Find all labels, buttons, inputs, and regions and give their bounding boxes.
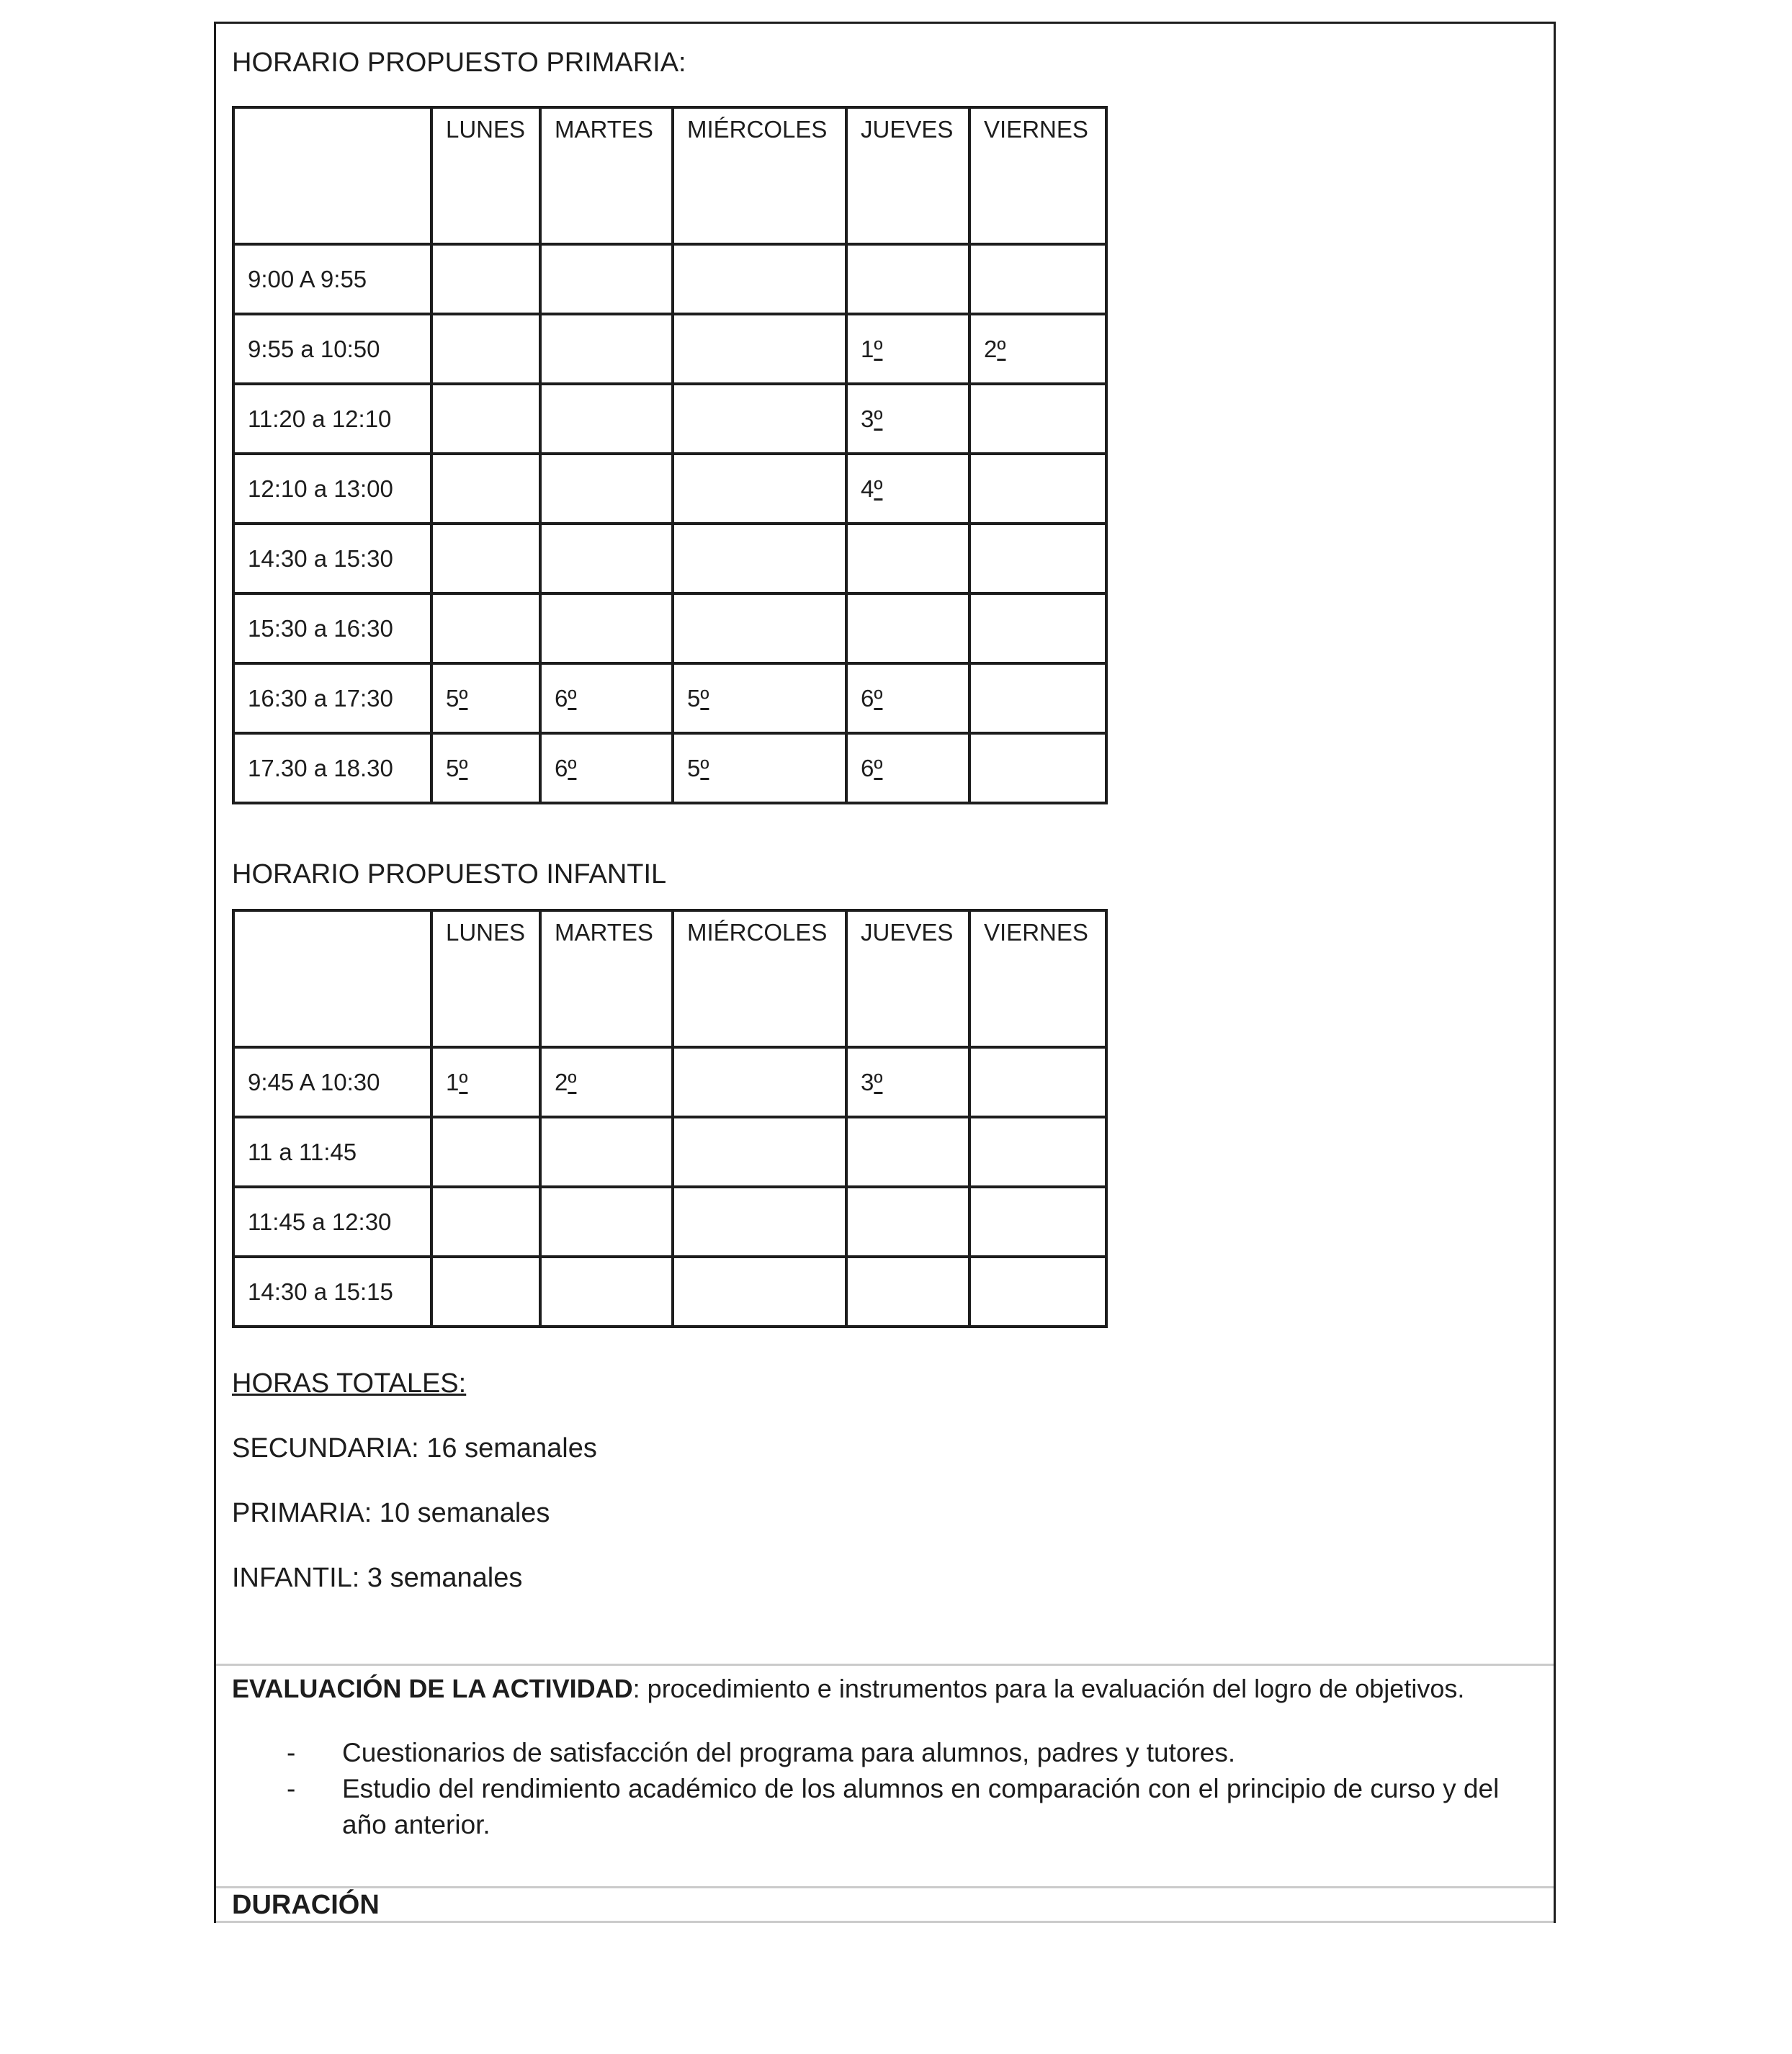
grade-cell bbox=[969, 384, 1106, 454]
grade-cell bbox=[969, 1117, 1106, 1187]
list-item-text: Cuestionarios de satisfacción del programa para alumnos, padres y tutores. bbox=[342, 1738, 1236, 1767]
time-slot-cell: 11 a 11:45 bbox=[233, 1117, 431, 1187]
grade-cell: 3º bbox=[846, 384, 969, 454]
grade-cell bbox=[846, 1257, 969, 1327]
grade-cell bbox=[969, 663, 1106, 733]
grade-cell: 5º bbox=[431, 733, 540, 803]
grade-cell bbox=[540, 1187, 673, 1257]
time-slot-cell: 17.30 a 18.30 bbox=[233, 733, 431, 803]
document-frame bbox=[214, 22, 1556, 1923]
grade-cell bbox=[969, 1187, 1106, 1257]
schedule-row bbox=[233, 314, 1106, 384]
schedule-row bbox=[233, 1047, 1106, 1117]
grade-cell bbox=[431, 314, 540, 384]
day-header-cell: JUEVES bbox=[846, 910, 969, 1047]
schedule-row bbox=[233, 244, 1106, 314]
day-header-cell: MIÉRCOLES bbox=[673, 910, 846, 1047]
time-slot-cell: 15:30 a 16:30 bbox=[233, 593, 431, 663]
grade-cell bbox=[673, 314, 846, 384]
corner-cell bbox=[233, 910, 431, 1047]
schedule-row bbox=[233, 454, 1106, 524]
grade-cell bbox=[431, 384, 540, 454]
duracion-section bbox=[216, 1886, 1554, 1923]
grade-cell bbox=[540, 1257, 673, 1327]
schedule-row bbox=[233, 663, 1106, 733]
time-slot-cell: 11:20 a 12:10 bbox=[233, 384, 431, 454]
grade-cell bbox=[673, 1187, 846, 1257]
grade-cell bbox=[969, 1047, 1106, 1117]
duracion-heading: DURACIÓN bbox=[232, 1890, 380, 1920]
header-row bbox=[233, 910, 1106, 1047]
schedule-row bbox=[233, 524, 1106, 593]
bullet-dash: - bbox=[287, 1738, 296, 1767]
bullet-dash: - bbox=[287, 1774, 296, 1803]
grade-cell bbox=[846, 593, 969, 663]
infantil-schedule-table bbox=[232, 909, 1108, 1328]
time-slot-cell: 14:30 a 15:30 bbox=[233, 524, 431, 593]
grade-cell bbox=[846, 524, 969, 593]
grade-cell bbox=[673, 454, 846, 524]
grade-cell bbox=[673, 1257, 846, 1327]
grade-cell bbox=[673, 1117, 846, 1187]
schedule-row bbox=[233, 1117, 1106, 1187]
grade-cell bbox=[431, 454, 540, 524]
grade-cell: 4º bbox=[846, 454, 969, 524]
grade-cell bbox=[431, 1257, 540, 1327]
grade-cell bbox=[969, 1257, 1106, 1327]
schedule-row bbox=[233, 1187, 1106, 1257]
grade-cell: 6º bbox=[846, 663, 969, 733]
time-slot-cell: 16:30 a 17:30 bbox=[233, 663, 431, 733]
schedule-row bbox=[233, 593, 1106, 663]
infantil-title: HORARIO PROPUESTO INFANTIL bbox=[232, 859, 667, 889]
grade-cell bbox=[969, 733, 1106, 803]
grade-cell bbox=[540, 244, 673, 314]
grade-cell bbox=[431, 593, 540, 663]
time-slot-cell: 12:10 a 13:00 bbox=[233, 454, 431, 524]
list-item bbox=[232, 1735, 1531, 1771]
day-header-cell: MARTES bbox=[540, 107, 673, 244]
grade-cell bbox=[846, 244, 969, 314]
grade-cell bbox=[969, 244, 1106, 314]
grade-cell bbox=[540, 384, 673, 454]
schedule-row bbox=[233, 1257, 1106, 1327]
time-slot-cell: 14:30 a 15:15 bbox=[233, 1257, 431, 1327]
grade-cell: 5º bbox=[431, 663, 540, 733]
time-slot-cell: 9:00 A 9:55 bbox=[233, 244, 431, 314]
grade-cell: 2º bbox=[540, 1047, 673, 1117]
grade-cell bbox=[673, 384, 846, 454]
grade-cell: 2º bbox=[969, 314, 1106, 384]
grade-cell bbox=[673, 593, 846, 663]
evaluation-section bbox=[216, 1664, 1554, 1886]
grade-cell bbox=[673, 1047, 846, 1117]
header-row bbox=[233, 107, 1106, 244]
grade-cell bbox=[431, 1187, 540, 1257]
grade-cell bbox=[969, 454, 1106, 524]
grade-cell: 6º bbox=[846, 733, 969, 803]
grade-cell bbox=[969, 593, 1106, 663]
evaluation-label: EVALUACIÓN DE LA ACTIVIDAD bbox=[232, 1674, 633, 1703]
total-infantil: INFANTIL: 3 semanales bbox=[232, 1563, 523, 1593]
time-slot-cell: 11:45 a 12:30 bbox=[233, 1187, 431, 1257]
grade-cell bbox=[540, 593, 673, 663]
grade-cell bbox=[540, 1117, 673, 1187]
time-slot-cell: 9:45 A 10:30 bbox=[233, 1047, 431, 1117]
day-header-cell: VIERNES bbox=[969, 910, 1106, 1047]
grade-cell: 1º bbox=[431, 1047, 540, 1117]
grade-cell bbox=[540, 524, 673, 593]
grade-cell bbox=[431, 1117, 540, 1187]
day-header-cell: LUNES bbox=[431, 107, 540, 244]
time-slot-cell: 9:55 a 10:50 bbox=[233, 314, 431, 384]
evaluation-description: : procedimiento e instrumentos para la evaluación del logro de objetivos. bbox=[632, 1674, 1465, 1703]
list-item-text: Estudio del rendimiento académico de los alumnos en comparación con el principio de curso y del año anterior. bbox=[342, 1774, 1500, 1839]
total-secundaria: SECUNDARIA: 16 semanales bbox=[232, 1433, 597, 1463]
day-header-cell: MARTES bbox=[540, 910, 673, 1047]
day-header-cell: VIERNES bbox=[969, 107, 1106, 244]
grade-cell bbox=[540, 314, 673, 384]
grade-cell bbox=[673, 524, 846, 593]
grade-cell: 5º bbox=[673, 663, 846, 733]
evaluation-list bbox=[232, 1735, 1531, 1843]
grade-cell: 5º bbox=[673, 733, 846, 803]
primaria-schedule-table bbox=[232, 106, 1108, 804]
day-header-cell: MIÉRCOLES bbox=[673, 107, 846, 244]
primaria-title: HORARIO PROPUESTO PRIMARIA: bbox=[232, 48, 686, 78]
grade-cell bbox=[540, 454, 673, 524]
grade-cell bbox=[969, 524, 1106, 593]
grade-cell bbox=[673, 244, 846, 314]
schedule-section bbox=[216, 24, 1554, 1664]
evaluation-paragraph bbox=[232, 1673, 1531, 1705]
grade-cell: 1º bbox=[846, 314, 969, 384]
grade-cell bbox=[846, 1117, 969, 1187]
grade-cell: 6º bbox=[540, 733, 673, 803]
total-primaria: PRIMARIA: 10 semanales bbox=[232, 1498, 550, 1528]
grade-cell: 6º bbox=[540, 663, 673, 733]
grade-cell: 3º bbox=[846, 1047, 969, 1117]
day-header-cell: LUNES bbox=[431, 910, 540, 1047]
grade-cell bbox=[431, 244, 540, 314]
schedule-row bbox=[233, 384, 1106, 454]
horas-totales-heading: HORAS TOTALES: bbox=[232, 1368, 467, 1399]
grade-cell bbox=[846, 1187, 969, 1257]
corner-cell bbox=[233, 107, 431, 244]
schedule-row bbox=[233, 733, 1106, 803]
grade-cell bbox=[431, 524, 540, 593]
list-item bbox=[232, 1771, 1531, 1843]
day-header-cell: JUEVES bbox=[846, 107, 969, 244]
